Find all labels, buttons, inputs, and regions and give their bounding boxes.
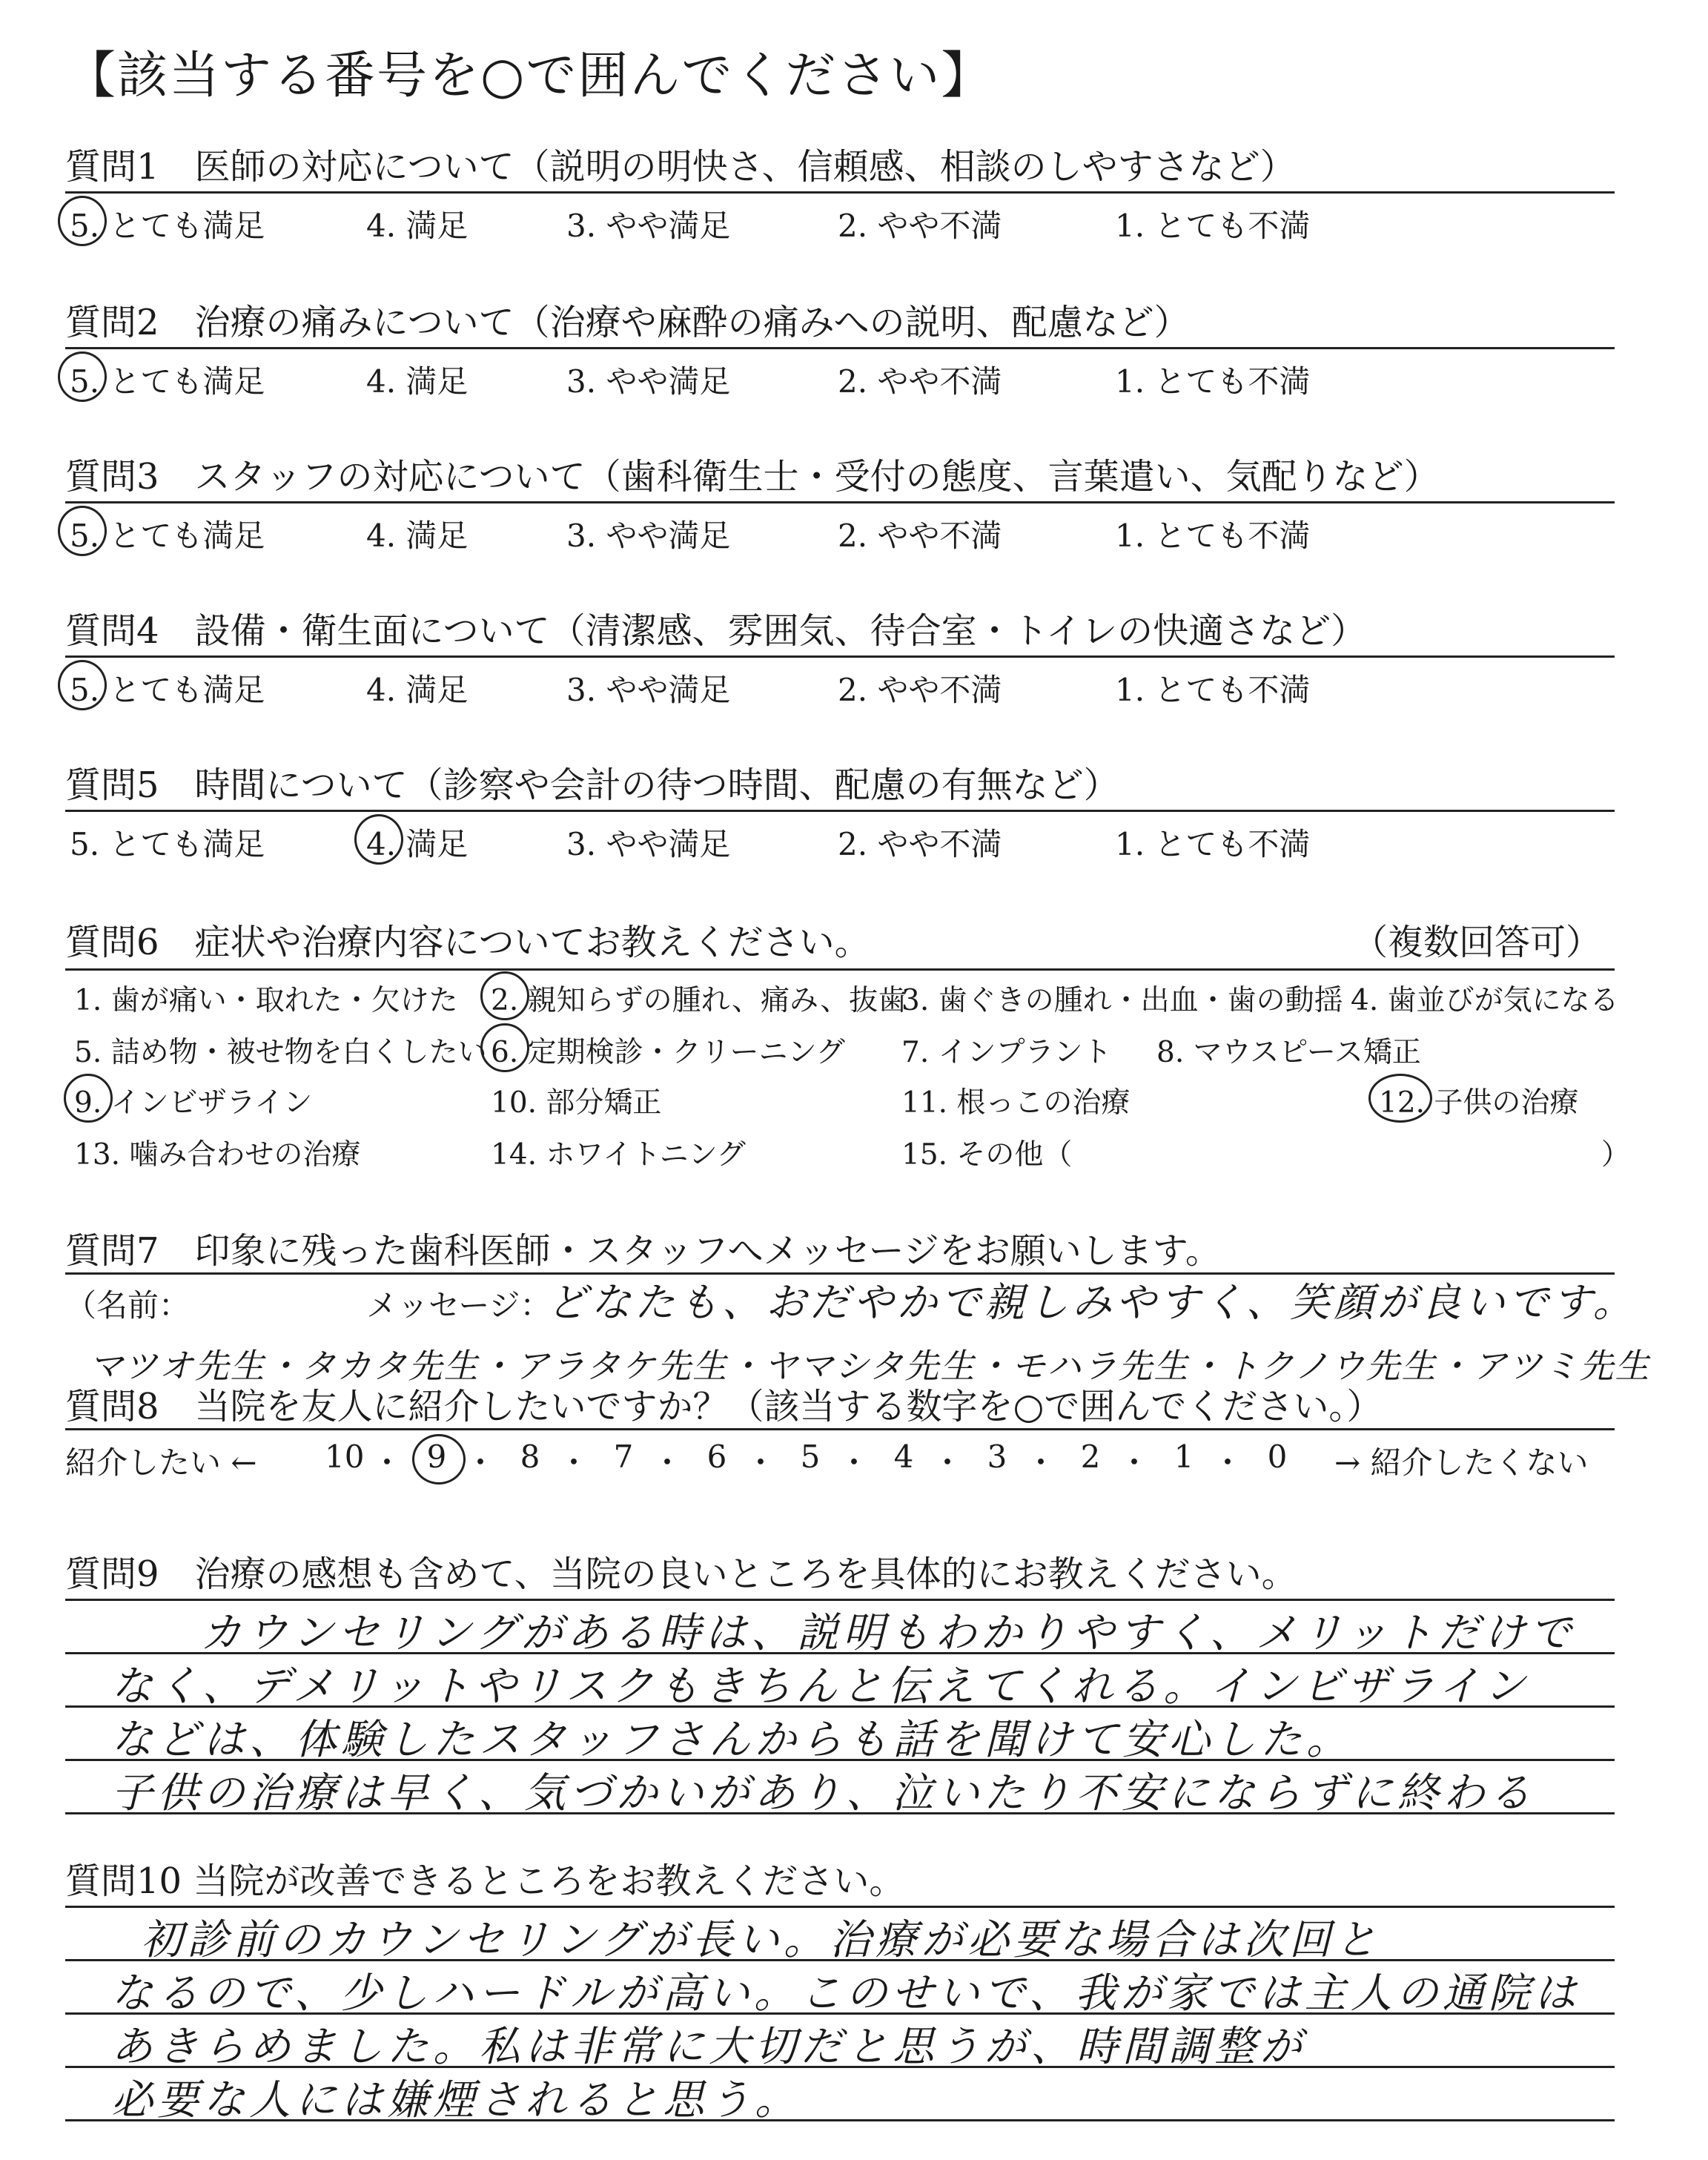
q2-title: 質問2 治療の痛みについて（治療や麻酔の痛みへの説明、配慮など） (65, 302, 1190, 343)
q3-option-2[interactable]: 2. やや不満 (838, 518, 1002, 554)
q2-option-1[interactable]: 1. とても不満 (1115, 363, 1311, 400)
q5-option-3[interactable]: 3. やや満足 (566, 826, 731, 862)
q6-option-8[interactable]: 8. マウスピース矯正 (1156, 1036, 1421, 1069)
q2-option-4[interactable]: 4. 満足 (366, 363, 469, 400)
q1-option-3[interactable]: 3. やや満足 (566, 208, 731, 244)
q9-answer-line: 子供の治療は早く、気づかいがあり、泣いたり不安にならずに終わる (111, 1769, 1535, 1817)
q8-scale-6[interactable]: 6 (706, 1439, 727, 1475)
q5-option-2[interactable]: 2. やや不満 (838, 826, 1002, 862)
q6-option-4[interactable]: 4. 歯並びが気になる (1351, 984, 1619, 1017)
q1-option-1[interactable]: 1. とても不満 (1115, 208, 1311, 244)
q8-scale-0[interactable]: 0 (1267, 1439, 1288, 1475)
q7-staff-names: マツオ先生・タカタ先生・アラタケ先生・ヤマシタ先生・モハラ先生・トクノウ先生・アツミ先生 (89, 1346, 1651, 1386)
q6-title: 質問6 症状や治療内容についてお教えください。 (65, 922, 870, 963)
q6-option-14[interactable]: 14. ホワイトニング (491, 1138, 746, 1172)
q5-option-1[interactable]: 1. とても不満 (1115, 826, 1311, 862)
q8-rule (65, 1428, 1615, 1430)
q7-title: 質問7 印象に残った歯科医師・スタッフへメッセージをお願いします。 (65, 1230, 1221, 1272)
q1-option-4[interactable]: 4. 満足 (366, 208, 469, 244)
q8-scale-4[interactable]: 4 (893, 1439, 914, 1475)
q6-option-7[interactable]: 7. インプラント (901, 1036, 1112, 1069)
q8-scale-9[interactable]: 9 (426, 1439, 447, 1475)
q6-option-16[interactable]: ） (1601, 1138, 1631, 1172)
q1-option-5[interactable]: 5. とても満足 (70, 208, 265, 244)
q5-option-5[interactable]: 5. とても満足 (70, 826, 265, 862)
q6-rule (65, 968, 1615, 971)
q8-scale-separator: ・ (931, 1444, 963, 1481)
q5-title: 質問5 時間について（診察や会計の待つ時間、配慮の有無など） (65, 764, 1119, 806)
q8-title: 質問8 当院を友人に紹介したいですか？（該当する数字を○で囲んでください。） (65, 1386, 1383, 1427)
q3-option-3[interactable]: 3. やや満足 (566, 518, 731, 554)
q7-message-label: メッセージ： (366, 1287, 552, 1324)
q8-scale-3[interactable]: 3 (987, 1439, 1007, 1475)
q4-option-1[interactable]: 1. とても不満 (1115, 672, 1311, 708)
q8-scale-separator: ・ (838, 1444, 870, 1481)
q4-option-3[interactable]: 3. やや満足 (566, 672, 731, 708)
q8-left-label: 紹介したい ← (65, 1444, 257, 1481)
q6-option-1[interactable]: 1. 歯が痛い・取れた・欠けた (74, 984, 458, 1017)
q6-option-12[interactable]: 12. 子供の治療 (1379, 1086, 1579, 1120)
q5-rule (65, 810, 1615, 812)
q9-answer-line: などは、体験したスタッフさんからも話を聞けて安心した。 (111, 1716, 1352, 1764)
q6-option-10[interactable]: 10. 部分矯正 (491, 1086, 662, 1120)
q2-option-5[interactable]: 5. とても満足 (70, 363, 265, 400)
q8-scale-5[interactable]: 5 (800, 1439, 821, 1475)
q6-note: （複数回答可） (1352, 922, 1602, 963)
q8-scale-10[interactable]: 10 (325, 1439, 365, 1475)
q6-option-9[interactable]: 9. インビザライン (74, 1086, 313, 1120)
q6-option-11[interactable]: 11. 根っこの治療 (901, 1086, 1131, 1120)
q8-scale-separator: ・ (744, 1444, 776, 1481)
q6-option-5[interactable]: 5. 詰め物・被せ物を白くしたい (74, 1036, 487, 1069)
q4-selected-circle (58, 660, 107, 710)
q7-message-text: どなたも、おだやかで親しみやすく、笑顔が良いです。 (547, 1279, 1637, 1326)
q4-option-2[interactable]: 2. やや不満 (838, 672, 1002, 708)
q7-name-label: （名前： (65, 1287, 191, 1324)
q9-title: 質問9 治療の感想も含めて、当院の良いところを具体的にお教えください。 (65, 1553, 1297, 1595)
q3-option-5[interactable]: 5. とても満足 (70, 518, 265, 554)
q4-option-4[interactable]: 4. 満足 (366, 672, 469, 708)
q10-title: 質問10 当院が改善できるところをお教えください。 (65, 1860, 905, 1902)
q1-selected-circle (58, 196, 107, 246)
q9-answer-top-rule (65, 1599, 1615, 1601)
q8-scale-1[interactable]: 1 (1174, 1439, 1194, 1475)
q8-scale-7[interactable]: 7 (613, 1439, 634, 1475)
q8-scale-separator: ・ (1025, 1444, 1056, 1481)
q3-option-1[interactable]: 1. とても不満 (1115, 518, 1311, 554)
q8-scale-8[interactable]: 8 (520, 1439, 540, 1475)
q10-answer-line: 初診前のカウンセリングが長い。治療が必要な場合は次回と (141, 1916, 1381, 1964)
q8-scale-separator: ・ (651, 1444, 683, 1481)
q1-option-2[interactable]: 2. やや不満 (838, 208, 1002, 244)
q6-option-13[interactable]: 13. 噛み合わせの治療 (74, 1138, 361, 1172)
q4-title: 質問4 設備・衛生面について（清潔感、雰囲気、待合室・トイレの快適さなど） (65, 610, 1367, 652)
q10-answer-line: あきらめました。私は非常に大切だと思うが、時間調整が (111, 2023, 1306, 2071)
q1-rule (65, 191, 1615, 194)
q3-selected-circle (58, 506, 107, 556)
q6-option-15[interactable]: 15. その他（ (901, 1138, 1073, 1172)
q6-option-3[interactable]: 3. 歯ぐきの腫れ・出血・歯の動揺 (901, 984, 1343, 1017)
q8-right-label: → 紹介したくない (1334, 1444, 1589, 1481)
q8-scale-2[interactable]: 2 (1080, 1439, 1101, 1475)
q2-option-3[interactable]: 3. やや満足 (566, 363, 731, 400)
q9-answer-line: カウンセリングがある時は、説明もわかりやすく、メリットだけで (200, 1609, 1576, 1657)
q10-answer-line: なるので、少しハードルが高い。このせいで、我が家では主人の通院は (111, 1969, 1580, 2018)
q3-option-4[interactable]: 4. 満足 (366, 518, 469, 554)
q8-scale-separator: ・ (557, 1444, 589, 1481)
q3-title: 質問3 スタッフの対応について（歯科衛生士・受付の態度、言葉遣い、気配りなど） (65, 456, 1440, 498)
q4-rule (65, 655, 1615, 658)
q6-selected-circle-6 (480, 1023, 529, 1072)
form-heading: 【該当する番号を○で囲んでください】 (65, 47, 993, 105)
q6-option-6[interactable]: 6. 定期検診・クリーニング (491, 1036, 845, 1069)
q2-option-2[interactable]: 2. やや不満 (838, 363, 1002, 400)
q10-answer-top-rule (65, 1906, 1615, 1908)
q8-scale-separator: ・ (1211, 1444, 1243, 1481)
q2-selected-circle (58, 351, 107, 402)
q5-option-4[interactable]: 4. 満足 (366, 826, 469, 862)
q9-answer-line: なく、デメリットやリスクもきちんと伝えてくれる。インビザライン (111, 1662, 1530, 1711)
q8-scale-separator: ・ (371, 1444, 403, 1481)
q3-rule (65, 501, 1615, 503)
q8-selected-circle (412, 1434, 466, 1484)
q4-option-5[interactable]: 5. とても満足 (70, 672, 265, 708)
q8-scale-separator: ・ (1118, 1444, 1150, 1481)
q8-scale-separator: ・ (464, 1444, 496, 1481)
q10-answer-line: 必要な人には嫌煙されると思う。 (111, 2076, 801, 2124)
q5-selected-circle (354, 814, 403, 865)
q6-selected-circle-12 (1368, 1074, 1432, 1123)
q6-option-2[interactable]: 2. 親知らずの腫れ、痛み、抜歯 (491, 984, 907, 1017)
q1-title: 質問1 医師の対応について（説明の明快さ、信頼感、相談のしやすさなど） (65, 146, 1296, 188)
q2-rule (65, 347, 1615, 349)
q6-selected-circle-2 (480, 971, 529, 1020)
q6-selected-circle-9 (64, 1074, 113, 1123)
